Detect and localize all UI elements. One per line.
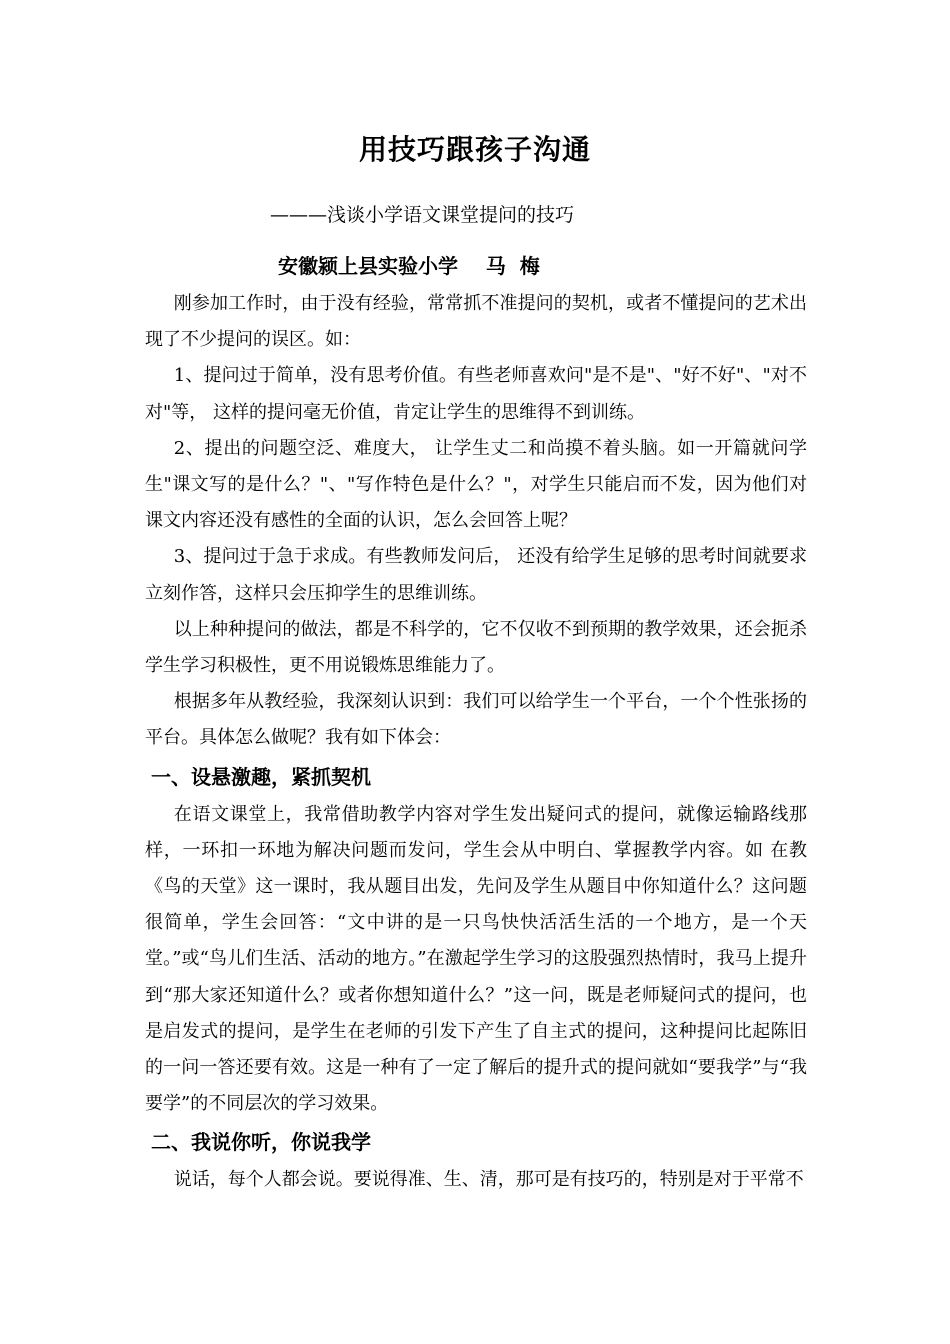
- issue-paragraph-3: 3、提问过于急于求成。有些教师发问后， 还没有给学生足够的思考时间就要求立刻作答，这样只会压抑学生的思维训练。: [145, 546, 807, 604]
- document-subtitle: ———浅谈小学语文课堂提问的技巧: [270, 204, 575, 226]
- intro-paragraph: 刚参加工作时，由于没有经验，常常抓不准提问的契机，或者不懂提问的艺术出现了不少提问的误区。如：: [145, 293, 807, 351]
- section-2-heading: 二、我说你听，你说我学: [151, 1130, 371, 1155]
- document-body: [145, 286, 807, 1199]
- section-1-paragraph: 在语文课堂上，我常借助教学内容对学生发出疑问式的提问，就像运输路线那样，一环扣一环地为解决问题而发问，学生会从中明白、掌握教学内容。如 在教《鸟的天堂》这一课时，我从题目出发，先问及学生从题目中你知道什么？这问题很简单，学生会回答：“文中讲的是一只鸟快快活活生活的一个地方，是一个天堂。”或“鸟儿们生活、活动的地方。”在激起学生学习的这股强烈热情时，我马上提升到“那大家还知道什么？或者你想知道什么？”这一问，既是老师疑问式的提问，也是启发式的提问，是学生在老师的引发下产生了自主式的提问，这种提问比起陈旧的一问一答还要有效。这是一种有了一定了解后的提升式的提问就如“要我学”与“我要学”的不同层次的学习效果。: [145, 803, 807, 1115]
- section-1-heading: 一、设悬激趣，紧抓契机: [151, 764, 371, 789]
- summary-paragraph: 以上种种提问的做法，都是不科学的，它不仅收不到预期的教学效果，还会扼杀学生学习积极性，更不用说锻炼思维能力了。: [145, 618, 807, 677]
- author-line: 安徽颍上县实验小学 马 梅: [278, 254, 540, 278]
- issue-paragraph-1: 1、提问过于简单，没有思考价值。有些老师喜欢问"是不是"、"好不好"、"对不对"等， 这样的提问毫无价值，肯定让学生的思维得不到训练。: [145, 365, 807, 423]
- document-title: 用技巧跟孩子沟通: [358, 133, 591, 166]
- transition-paragraph: 根据多年从教经验，我深刻认识到：我们可以给学生一个平台，一个个性张扬的平台。具体怎么做呢？我有如下体会：: [145, 691, 807, 749]
- section-2-paragraph: 说话，每个人都会说。要说得准、生、清，那可是有技巧的，特别是对于平常不: [173, 1169, 804, 1191]
- issue-paragraph-2: 2、提出的问题空泛、难度大， 让学生丈二和尚摸不着头脑。如一开篇就问学生"课文写的是什么？"、"写作特色是什么？"，对学生只能启而不发，因为他们对课文内容还没有感性的全面的认识，怎么会回答上呢？: [145, 437, 807, 532]
